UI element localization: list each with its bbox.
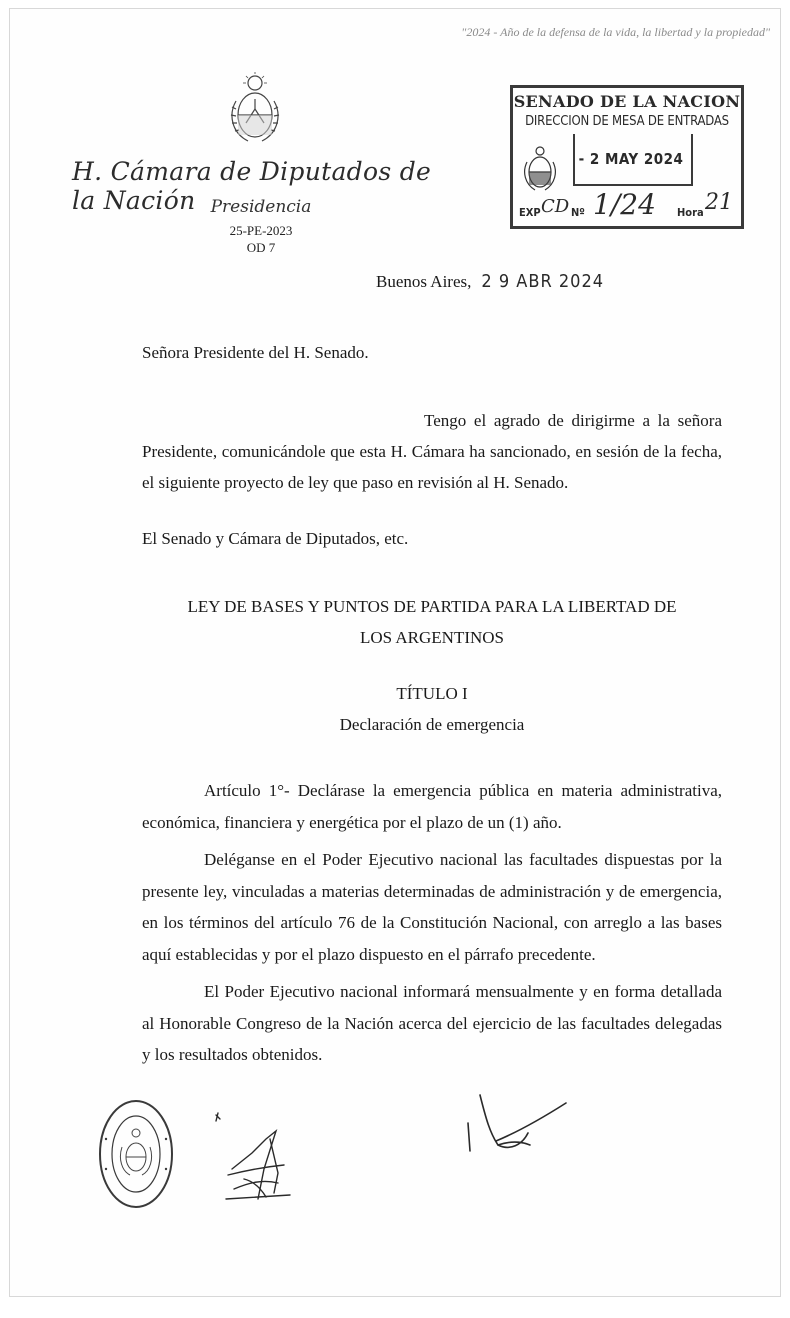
stamp-expte-label: EXP [519, 206, 541, 219]
section-title: TÍTULO I [396, 684, 468, 703]
coat-of-arms-icon [523, 144, 557, 192]
law-title-line-1: LEY DE BASES Y PUNTOS DE PARTIDA PARA LA LIBERTAD DE [187, 597, 677, 616]
order-of-day: OD 7 [246, 240, 276, 255]
presidency-seal-icon [98, 1099, 174, 1209]
signature-left [204, 1109, 314, 1209]
stamp-hour-value: 21 [705, 190, 733, 215]
coat-of-arms-icon [226, 71, 284, 147]
year-motto: "2024 - Año de la defensa de la vida, la libertad y la propiedad" [461, 25, 770, 39]
law-title-line-2: LOS ARGENTINOS [359, 628, 505, 647]
section-subtitle: Declaración de emergencia [339, 715, 525, 734]
law-title [142, 591, 722, 653]
document-page [10, 9, 780, 1296]
city: Buenos Aires, [376, 272, 472, 291]
stamp-expte-value: CD [541, 196, 570, 217]
salutation: Señora Presidente del H. Senado. [142, 343, 369, 362]
intro-paragraph: Tengo el agrado de dirigirme a la señora Presidente, comunicándole que esta H. Cámara ha sancionado, en sesión de la fecha, el siguiente proyecto de ley que paso en revisión al H. Senado. [142, 411, 722, 492]
letter-date: 2 9 ABR 2024 [481, 271, 605, 292]
stamp-title: SENADO DE LA NACION [513, 92, 741, 111]
presidencia-label: Presidencia [210, 197, 312, 217]
article-paragraph: Deléganse en el Poder Ejecutivo nacional las facultades dispuestas por la presente ley, vinculadas a materias determinadas de administración y de emergencia, en los términos del artículo 76 de la Constitución Nacional, con arreglo a las bases aquí establecidas y por el plazo dispuesto en el párrafo precedente. [142, 850, 722, 964]
article-body [142, 775, 722, 1077]
enacting-formula: El Senado y Cámara de Diputados, etc. [142, 529, 409, 548]
stamp-number-label: Nº [571, 206, 585, 219]
stamp-hour-label: Hora [677, 206, 704, 219]
place-date-line [376, 271, 604, 292]
stamp-subtitle: DIRECCION DE MESA DE ENTRADAS [525, 114, 729, 129]
stamp-date: - 2 MAY 2024 [578, 150, 684, 168]
article-paragraph: El Poder Ejecutivo nacional informará mensualmente y en forma detallada al Honorable Congreso de la Nación acerca del ejercicio de las facultades delegadas y los resultados obtenidos. [142, 982, 722, 1064]
stamp-number-value: 1/24 [593, 188, 656, 221]
chamber-name: H. Cámara de Diputados de la Nación [72, 157, 432, 215]
senate-reception-stamp [510, 85, 744, 229]
reference-code: 25-PE-2023 [229, 223, 293, 238]
article-paragraph: Artículo 1°- Declárase la emergencia pública en materia administrativa, económica, financiera y energética por el plazo de un (1) año. [142, 781, 722, 832]
signature-right [460, 1089, 580, 1169]
